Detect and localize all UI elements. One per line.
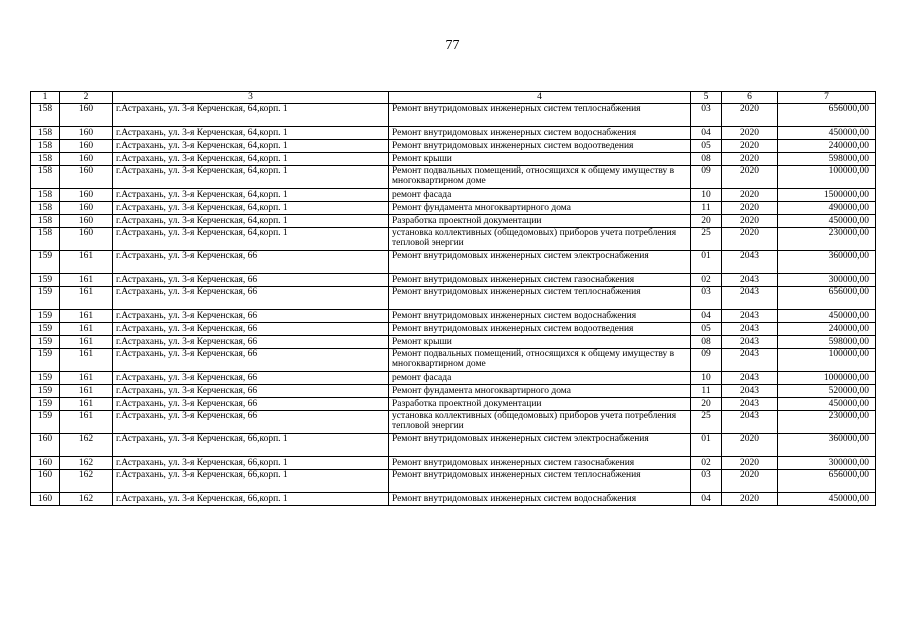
cell-amount: 450000,00	[778, 126, 876, 139]
cell-index: 158	[31, 139, 60, 152]
cell-address: г.Астрахань, ул. 3-я Керченская, 66	[113, 348, 389, 371]
table-row	[31, 214, 876, 227]
cell-work-type: Ремонт внутридомовых инженерных систем газоснабжения	[389, 273, 691, 286]
table-row	[31, 456, 876, 469]
cell-number: 160	[60, 139, 113, 152]
cell-code: 05	[691, 322, 722, 335]
cell-amount: 598000,00	[778, 335, 876, 348]
cell-code: 04	[691, 492, 722, 505]
cell-address: г.Астрахань, ул. 3-я Керченская, 64,корп. 1	[113, 165, 389, 188]
table-row	[31, 227, 876, 250]
cell-amount: 450000,00	[778, 492, 876, 505]
table-row	[31, 410, 876, 433]
cell-index: 159	[31, 335, 60, 348]
cell-address: г.Астрахань, ул. 3-я Керченская, 64,корп. 1	[113, 126, 389, 139]
column-header: 6	[722, 92, 778, 104]
cell-number: 161	[60, 335, 113, 348]
cell-year: 2043	[722, 335, 778, 348]
cell-work-type: Ремонт фундамента многоквартирного дома	[389, 201, 691, 214]
cell-index: 160	[31, 492, 60, 505]
cell-amount: 598000,00	[778, 152, 876, 165]
table-row	[31, 433, 876, 456]
cell-work-type: Ремонт крыши	[389, 152, 691, 165]
cell-number: 160	[60, 214, 113, 227]
cell-index: 159	[31, 410, 60, 433]
cell-number: 162	[60, 469, 113, 492]
cell-code: 03	[691, 103, 722, 126]
cell-index: 160	[31, 469, 60, 492]
cell-number: 160	[60, 126, 113, 139]
cell-code: 02	[691, 273, 722, 286]
cell-work-type: Разработка проектной документации	[389, 397, 691, 410]
cell-address: г.Астрахань, ул. 3-я Керченская, 64,корп. 1	[113, 139, 389, 152]
cell-year: 2020	[722, 214, 778, 227]
table-row	[31, 273, 876, 286]
cell-work-type: установка коллективных (общедомовых) приборов учета потребления тепловой энергии	[389, 227, 691, 250]
table-row	[31, 322, 876, 335]
cell-address: г.Астрахань, ул. 3-я Керченская, 66	[113, 286, 389, 309]
cell-work-type: Ремонт внутридомовых инженерных систем водоснабжения	[389, 492, 691, 505]
cell-code: 25	[691, 410, 722, 433]
cell-index: 159	[31, 384, 60, 397]
table-row	[31, 103, 876, 126]
cell-work-type: Ремонт внутридомовых инженерных систем теплоснабжения	[389, 286, 691, 309]
cell-work-type: Ремонт подвальных помещений, относящихся к общему имуществу в многоквартирном доме	[389, 348, 691, 371]
table-row	[31, 469, 876, 492]
cell-index: 158	[31, 165, 60, 188]
cell-address: г.Астрахань, ул. 3-я Керченская, 66	[113, 371, 389, 384]
cell-index: 159	[31, 371, 60, 384]
cell-amount: 450000,00	[778, 309, 876, 322]
cell-work-type: Ремонт внутридомовых инженерных систем электроснабжения	[389, 433, 691, 456]
cell-number: 160	[60, 152, 113, 165]
cell-address: г.Астрахань, ул. 3-я Керченская, 66,корп. 1	[113, 433, 389, 456]
cell-code: 09	[691, 165, 722, 188]
cell-year: 2043	[722, 410, 778, 433]
cell-address: г.Астрахань, ул. 3-я Керченская, 64,корп. 1	[113, 214, 389, 227]
cell-work-type: Ремонт внутридомовых инженерных систем электроснабжения	[389, 250, 691, 273]
table-row	[31, 188, 876, 201]
cell-year: 2020	[722, 152, 778, 165]
cell-address: г.Астрахань, ул. 3-я Керченская, 66	[113, 384, 389, 397]
cell-year: 2020	[722, 188, 778, 201]
column-header: 1	[31, 92, 60, 104]
cell-year: 2043	[722, 273, 778, 286]
cell-amount: 300000,00	[778, 456, 876, 469]
cell-amount: 450000,00	[778, 397, 876, 410]
cell-number: 160	[60, 201, 113, 214]
cell-work-type: Ремонт подвальных помещений, относящихся к общему имуществу в многоквартирном доме	[389, 165, 691, 188]
cell-code: 02	[691, 456, 722, 469]
cell-code: 03	[691, 286, 722, 309]
cell-year: 2043	[722, 397, 778, 410]
cell-number: 161	[60, 348, 113, 371]
cell-work-type: ремонт фасада	[389, 371, 691, 384]
cell-number: 161	[60, 273, 113, 286]
cell-address: г.Астрахань, ул. 3-я Керченская, 66	[113, 322, 389, 335]
cell-amount: 490000,00	[778, 201, 876, 214]
cell-number: 162	[60, 492, 113, 505]
cell-year: 2020	[722, 433, 778, 456]
table-row	[31, 152, 876, 165]
table-row	[31, 309, 876, 322]
cell-number: 162	[60, 456, 113, 469]
cell-code: 05	[691, 139, 722, 152]
cell-number: 161	[60, 322, 113, 335]
cell-year: 2020	[722, 227, 778, 250]
cell-work-type: Разработка проектной документации	[389, 214, 691, 227]
cell-code: 09	[691, 348, 722, 371]
cell-amount: 656000,00	[778, 286, 876, 309]
cell-number: 161	[60, 250, 113, 273]
cell-address: г.Астрахань, ул. 3-я Керченская, 64,корп. 1	[113, 201, 389, 214]
cell-work-type: Ремонт внутридомовых инженерных систем водоотведения	[389, 139, 691, 152]
table-row	[31, 371, 876, 384]
cell-number: 161	[60, 384, 113, 397]
cell-index: 158	[31, 201, 60, 214]
cell-year: 2020	[722, 201, 778, 214]
column-header: 7	[778, 92, 876, 104]
cell-year: 2043	[722, 250, 778, 273]
table-row	[31, 139, 876, 152]
cell-address: г.Астрахань, ул. 3-я Керченская, 66	[113, 410, 389, 433]
cell-index: 159	[31, 286, 60, 309]
cell-code: 25	[691, 227, 722, 250]
table-row	[31, 126, 876, 139]
cell-index: 159	[31, 397, 60, 410]
cell-code: 11	[691, 384, 722, 397]
cell-amount: 300000,00	[778, 273, 876, 286]
cell-address: г.Астрахань, ул. 3-я Керченская, 64,корп. 1	[113, 188, 389, 201]
cell-code: 10	[691, 371, 722, 384]
cell-number: 160	[60, 165, 113, 188]
cell-work-type: Ремонт внутридомовых инженерных систем водоснабжения	[389, 126, 691, 139]
cell-year: 2043	[722, 348, 778, 371]
cell-work-type: установка коллективных (общедомовых) приборов учета потребления тепловой энергии	[389, 410, 691, 433]
cell-index: 158	[31, 214, 60, 227]
cell-address: г.Астрахань, ул. 3-я Керченская, 66	[113, 309, 389, 322]
cell-year: 2020	[722, 126, 778, 139]
cell-work-type: Ремонт внутридомовых инженерных систем теплоснабжения	[389, 469, 691, 492]
cell-amount: 450000,00	[778, 214, 876, 227]
cell-year: 2043	[722, 286, 778, 309]
page-number: 77	[445, 38, 460, 53]
cell-index: 160	[31, 456, 60, 469]
table-row	[31, 348, 876, 371]
cell-address: г.Астрахань, ул. 3-я Керченская, 64,корп. 1	[113, 227, 389, 250]
cell-index: 160	[31, 433, 60, 456]
cell-year: 2020	[722, 469, 778, 492]
cell-number: 161	[60, 397, 113, 410]
cell-number: 160	[60, 103, 113, 126]
cell-work-type: ремонт фасада	[389, 188, 691, 201]
cell-code: 20	[691, 397, 722, 410]
cell-work-type: Ремонт внутридомовых инженерных систем водоотведения	[389, 322, 691, 335]
cell-index: 158	[31, 103, 60, 126]
cell-amount: 240000,00	[778, 322, 876, 335]
cell-index: 158	[31, 126, 60, 139]
cell-number: 161	[60, 410, 113, 433]
cell-amount: 1500000,00	[778, 188, 876, 201]
cell-code: 08	[691, 335, 722, 348]
cell-amount: 656000,00	[778, 103, 876, 126]
cell-work-type: Ремонт фундамента многоквартирного дома	[389, 384, 691, 397]
cell-code: 10	[691, 188, 722, 201]
table-row	[31, 286, 876, 309]
cell-work-type: Ремонт внутридомовых инженерных систем водоснабжения	[389, 309, 691, 322]
cell-year: 2043	[722, 322, 778, 335]
table-row	[31, 250, 876, 273]
cell-code: 01	[691, 250, 722, 273]
cell-year: 2020	[722, 165, 778, 188]
cell-amount: 360000,00	[778, 433, 876, 456]
cell-code: 04	[691, 126, 722, 139]
cell-amount: 360000,00	[778, 250, 876, 273]
cell-index: 158	[31, 152, 60, 165]
cell-work-type: Ремонт внутридомовых инженерных систем теплоснабжения	[389, 103, 691, 126]
cell-amount: 1000000,00	[778, 371, 876, 384]
cell-year: 2043	[722, 371, 778, 384]
cell-number: 161	[60, 309, 113, 322]
cell-number: 161	[60, 371, 113, 384]
cell-index: 158	[31, 188, 60, 201]
cell-number: 162	[60, 433, 113, 456]
header-row	[31, 92, 876, 104]
cell-address: г.Астрахань, ул. 3-я Керченская, 66	[113, 273, 389, 286]
cell-index: 159	[31, 309, 60, 322]
table-row	[31, 492, 876, 505]
cell-amount: 520000,00	[778, 384, 876, 397]
cell-amount: 100000,00	[778, 348, 876, 371]
table-row	[31, 201, 876, 214]
cell-address: г.Астрахань, ул. 3-я Керченская, 66	[113, 397, 389, 410]
cell-work-type: Ремонт крыши	[389, 335, 691, 348]
column-header: 2	[60, 92, 113, 104]
cell-address: г.Астрахань, ул. 3-я Керченская, 64,корп. 1	[113, 152, 389, 165]
column-header: 5	[691, 92, 722, 104]
cell-work-type: Ремонт внутридомовых инженерных систем газоснабжения	[389, 456, 691, 469]
cell-year: 2043	[722, 384, 778, 397]
cell-code: 04	[691, 309, 722, 322]
cell-amount: 100000,00	[778, 165, 876, 188]
cell-amount: 230000,00	[778, 227, 876, 250]
cell-year: 2020	[722, 492, 778, 505]
cell-year: 2043	[722, 309, 778, 322]
cell-code: 20	[691, 214, 722, 227]
cell-year: 2020	[722, 103, 778, 126]
repair-schedule-table	[30, 91, 876, 506]
cell-number: 160	[60, 227, 113, 250]
cell-address: г.Астрахань, ул. 3-я Керченская, 66,корп. 1	[113, 469, 389, 492]
cell-amount: 656000,00	[778, 469, 876, 492]
column-header: 4	[389, 92, 691, 104]
cell-code: 01	[691, 433, 722, 456]
cell-code: 03	[691, 469, 722, 492]
cell-code: 08	[691, 152, 722, 165]
cell-address: г.Астрахань, ул. 3-я Керченская, 66,корп. 1	[113, 492, 389, 505]
table-row	[31, 165, 876, 188]
table-row	[31, 335, 876, 348]
cell-index: 159	[31, 273, 60, 286]
table-row	[31, 384, 876, 397]
cell-amount: 230000,00	[778, 410, 876, 433]
column-header: 3	[113, 92, 389, 104]
cell-index: 159	[31, 348, 60, 371]
cell-address: г.Астрахань, ул. 3-я Керченская, 66	[113, 335, 389, 348]
cell-index: 158	[31, 227, 60, 250]
cell-index: 159	[31, 250, 60, 273]
cell-address: г.Астрахань, ул. 3-я Керченская, 64,корп. 1	[113, 103, 389, 126]
cell-number: 160	[60, 188, 113, 201]
cell-year: 2020	[722, 139, 778, 152]
cell-address: г.Астрахань, ул. 3-я Керченская, 66,корп. 1	[113, 456, 389, 469]
table-row	[31, 397, 876, 410]
cell-index: 159	[31, 322, 60, 335]
cell-code: 11	[691, 201, 722, 214]
cell-year: 2020	[722, 456, 778, 469]
cell-amount: 240000,00	[778, 139, 876, 152]
cell-address: г.Астрахань, ул. 3-я Керченская, 66	[113, 250, 389, 273]
cell-number: 161	[60, 286, 113, 309]
